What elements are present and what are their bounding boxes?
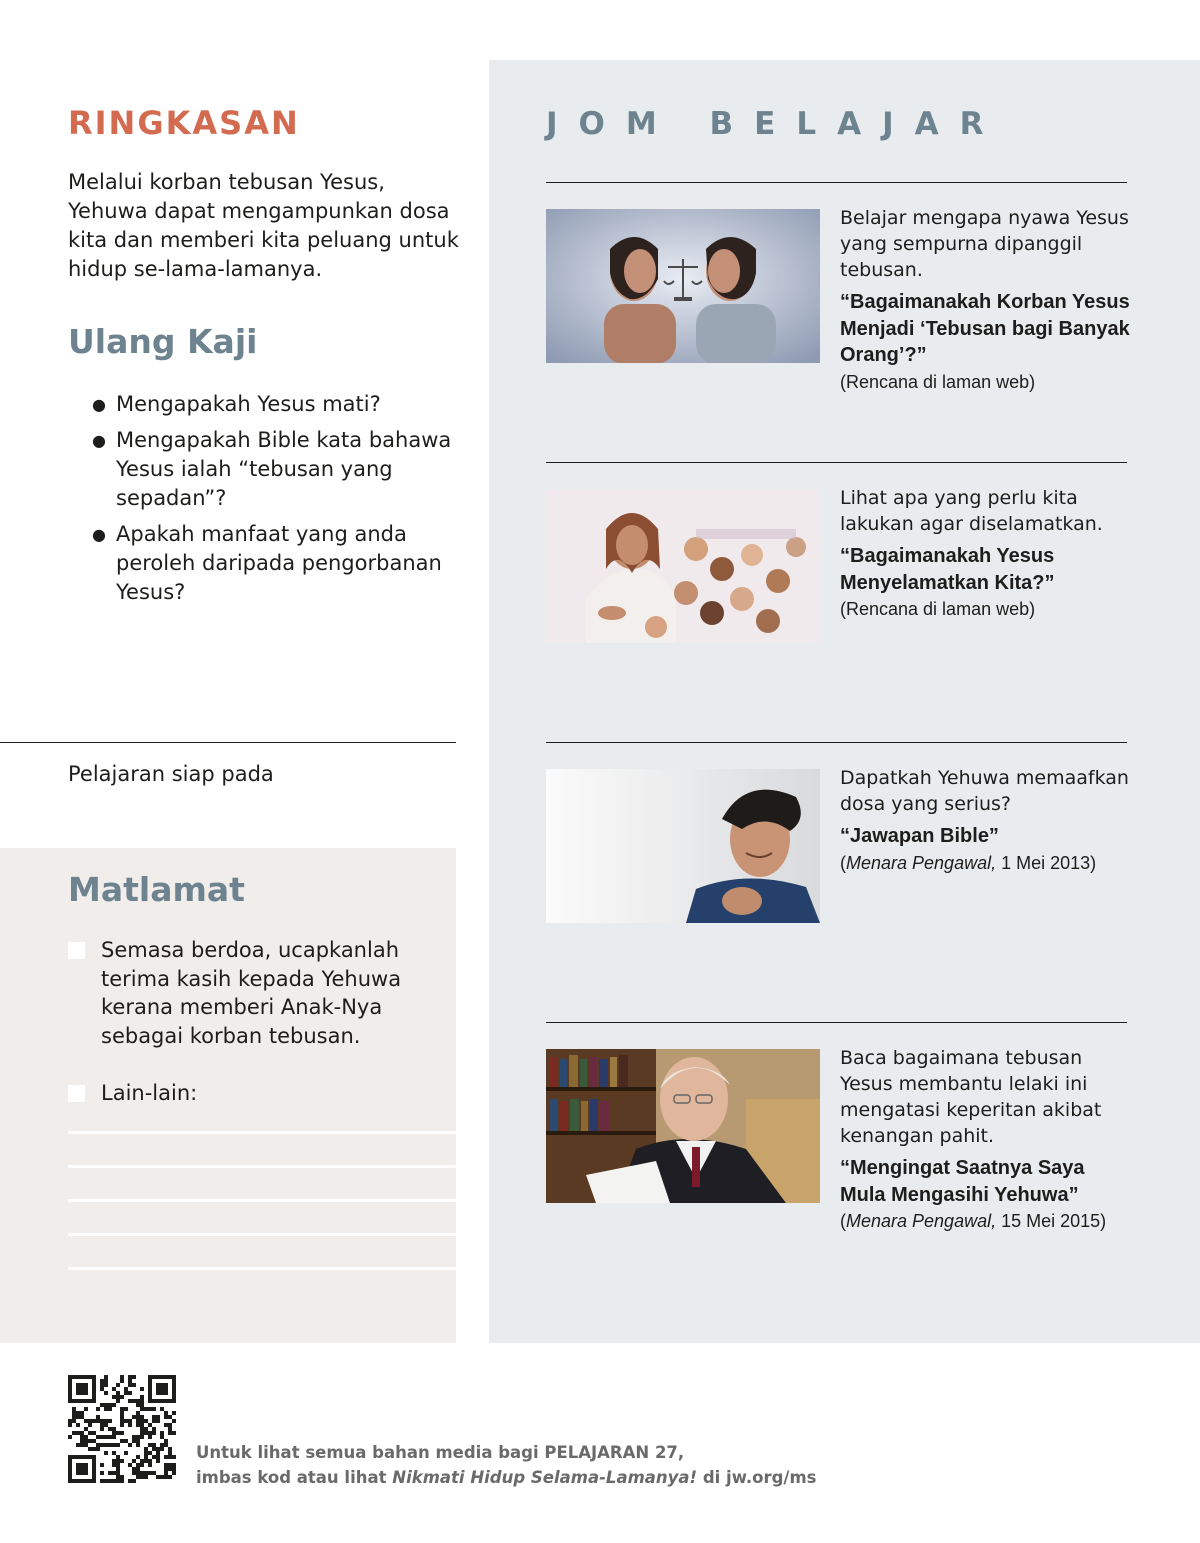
summary-heading: RINGKASAN <box>68 104 300 142</box>
learn-item-source: (Rencana di laman web) <box>840 599 1036 619</box>
learn-item-title[interactable]: “Mengingat Saatnya Saya Mula Mengasihi Yehuwa” <box>840 1157 1085 1206</box>
divider <box>546 462 1127 463</box>
writing-line[interactable] <box>68 1267 456 1270</box>
review-question-list <box>90 390 455 614</box>
learn-item-title[interactable]: “Jawapan Bible” <box>840 825 999 847</box>
footer-text <box>196 1440 816 1490</box>
writing-line[interactable] <box>68 1199 456 1202</box>
divider <box>546 742 1127 743</box>
publication-link[interactable]: Nikmati Hidup Selama-Lamanya! <box>392 1468 698 1487</box>
learn-item-image[interactable] <box>546 1049 820 1203</box>
goal-text: Lain-lain: <box>101 1081 198 1105</box>
footer-line: imbas kod atau lihat Nikmati Hidup Selama-Lamanya! di jw.org/ms <box>196 1468 817 1487</box>
learn-item-title[interactable]: “Bagaimanakah Korban Yesus Menjadi ‘Tebusan bagi Banyak Orang’?” <box>840 291 1130 366</box>
learn-item-source: (Rencana di laman web) <box>840 371 1036 392</box>
learn-item-description: Baca bagaimana tebusan Yesus membantu lelaki ini mengatasi keperitan akibat kenangan pahit. <box>840 1047 1102 1147</box>
learn-item <box>840 205 1130 395</box>
qr-code-icon[interactable] <box>68 1375 176 1483</box>
review-question: ● Apakah manfaat yang anda peroleh daripada pengorbanan Yesus? <box>90 520 455 607</box>
review-question: ● Mengapakah Bible kata bahawa Yesus ialah “tebusan yang sepadan”? <box>90 426 455 513</box>
review-question: ● Mengapakah Yesus mati? <box>90 390 455 419</box>
man-reading-in-library-image <box>546 1049 820 1203</box>
learn-item-title[interactable]: “Bagaimanakah Yesus Menyelamatkan Kita?” <box>840 545 1055 594</box>
learn-item-image[interactable] <box>546 769 820 923</box>
goal-checkbox[interactable] <box>68 942 85 959</box>
learn-item-description: Lihat apa yang perlu kita lakukan agar diselamatkan. <box>840 487 1103 535</box>
learn-item <box>840 765 1130 876</box>
goal-checkbox[interactable] <box>68 1085 85 1102</box>
learn-item <box>840 485 1130 622</box>
learn-item <box>840 1045 1130 1234</box>
learn-item-source: (Menara Pengawal, 15 Mei 2015) <box>840 1211 1107 1231</box>
two-men-balance-scale-image <box>546 209 820 363</box>
learn-item-description: Dapatkah Yehuwa memaafkan dosa yang serius? <box>840 767 1129 815</box>
footer-line: Untuk lihat semua bahan media bagi PELAJARAN 27, <box>196 1443 685 1462</box>
divider <box>546 1022 1127 1023</box>
learn-heading: JOM BELAJAR <box>546 106 1005 142</box>
goal-text: Semasa berdoa, ucapkanlah terima kasih kepada Yehuwa kerana memberi Anak-Nya sebagai korban tebusan. <box>101 938 402 1048</box>
learn-item-image[interactable] <box>546 489 820 643</box>
learn-item-description: Belajar mengapa nyawa Yesus yang sempurna dipanggil tebusan. <box>840 207 1129 281</box>
writing-line[interactable] <box>68 1233 456 1236</box>
summary-text: Melalui korban tebusan Yesus, Yehuwa dapat mengampunkan dosa kita dan memberi kita peluang untuk hidup se-lama-lamanya. <box>68 170 459 281</box>
goals-heading: Matlamat <box>68 870 245 909</box>
learn-item-source: (Menara Pengawal, 1 Mei 2013) <box>840 852 1097 873</box>
review-heading: Ulang Kaji <box>68 322 258 361</box>
goal-item <box>68 1079 438 1108</box>
man-praying-image <box>546 769 820 923</box>
writing-line[interactable] <box>68 1131 456 1134</box>
goal-item <box>68 936 438 1050</box>
divider <box>0 742 456 743</box>
divider <box>546 182 1127 183</box>
learn-item-image[interactable] <box>546 209 820 363</box>
writing-line[interactable] <box>68 1165 456 1168</box>
lesson-completed-label: Pelajaran siap pada <box>68 762 274 786</box>
jesus-with-crowd-image <box>546 489 820 643</box>
